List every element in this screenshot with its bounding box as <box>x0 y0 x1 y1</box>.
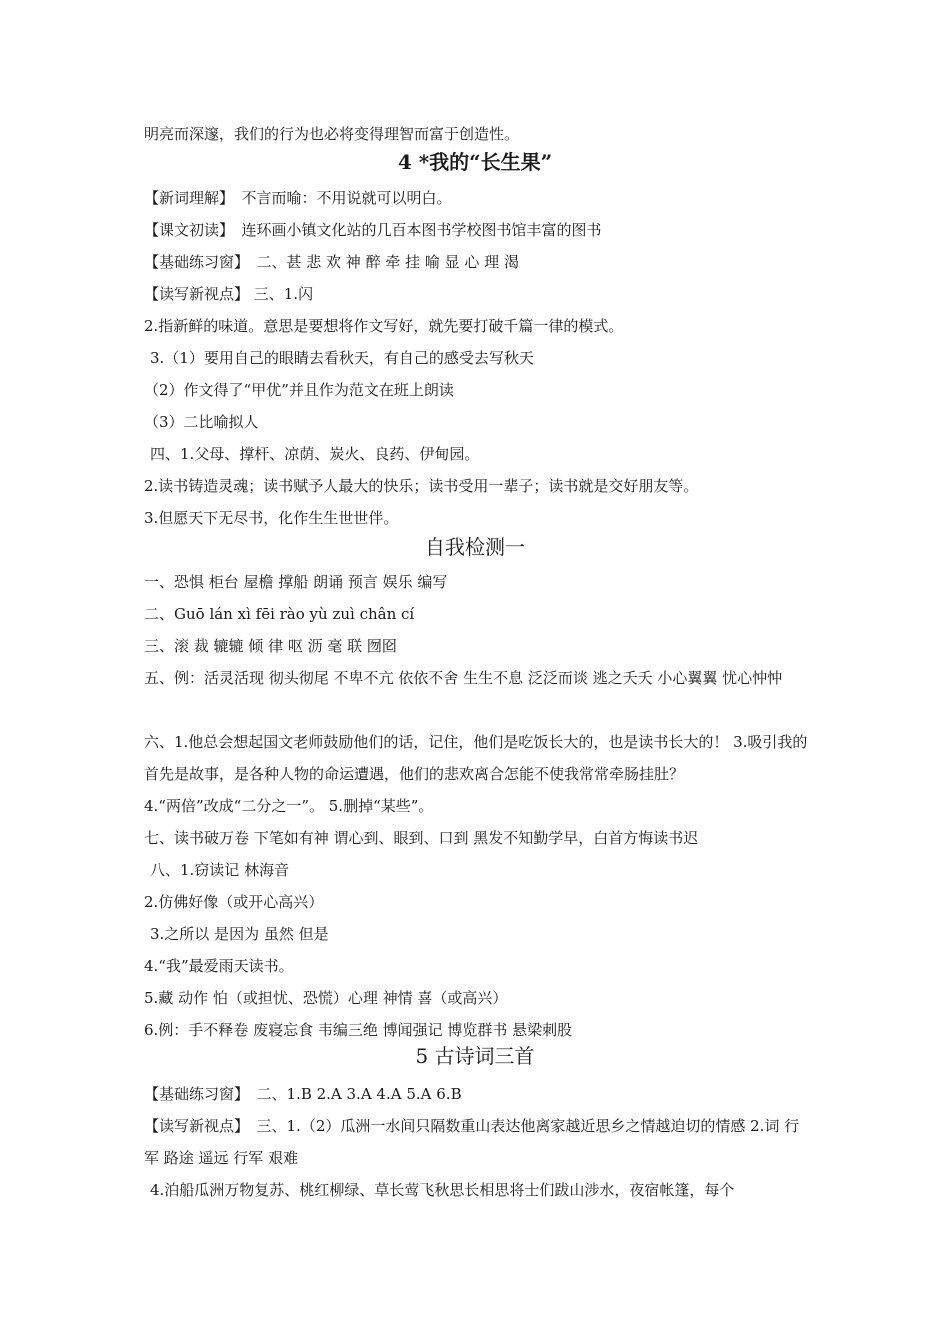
text-line: 4.“两倍”改成“二分之一”。 5.删掉“某些”。 <box>144 797 434 815</box>
text-line: 3.（1）要用自己的眼睛去看秋天，有自己的感受去写秋天 <box>150 349 534 367</box>
text-line: 【新词理解】 不言而喻：不用说就可以明白。 <box>144 189 452 207</box>
text-line: 2.读书铸造灵魂；读书赋予人最大的快乐；读书受用一辈子；读书就是交好朋友等。 <box>144 477 699 495</box>
text-line: 一、恐惧 柜台 屋檐 撑船 朗诵 预言 娱乐 编写 <box>144 573 448 591</box>
text-line: 【课文初读】 连环画小镇文化站的几百本图书学校图书馆丰富的图书 <box>144 221 602 239</box>
text-line: 4.“我”最爱雨天读书。 <box>144 957 294 975</box>
text-line: 四、1.父母、撑杆、凉荫、炭火、良药、伊甸园。 <box>150 445 480 463</box>
text-line: 5.藏 动作 怕（或担忧、恐慌）心理 神情 喜（或高兴） <box>144 989 508 1007</box>
text-line: 三、滚 裁 辘辘 倾 律 呕 沥 毫 联 囫囵 <box>144 637 397 655</box>
section-title: 5 古诗词三首 <box>415 1044 535 1068</box>
section-title: 自我检测一 <box>425 535 525 559</box>
text-line: 4.泊船瓜洲万物复苏、桃红柳绿、草长莺飞秋思长相思将士们跋山涉水，夜宿帐篷，每个 <box>150 1181 735 1199</box>
text-line: 七、读书破万卷 下笔如有神 谓心到、眼到、口到 黑发不知勤学早，白首方悔读书迟 <box>144 829 699 847</box>
section-title: 4 *我的“长生果” <box>397 150 553 174</box>
text-line: 6.例：手不释卷 废寝忘食 韦编三绝 博闻强记 博览群书 悬梁刺股 <box>144 1021 573 1039</box>
text-paragraph: 【读写新视点】 三、1.（2）瓜洲一水间只隔数重山表达他离家越近思乡之情越迫切的情感 2.词 行军 路途 遥远 行军 艰难 <box>144 1117 800 1167</box>
text-paragraph: 五、例：活灵活现 彻头彻尾 不卑不亢 依依不舍 生生不息 泛泛而谈 逃之夭夭 小心翼翼 忧心忡忡 <box>144 669 783 687</box>
text-line: 【基础练习窗】 二、甚 悲 欢 神 醉 牵 挂 喻 显 心 理 渴 <box>144 253 519 271</box>
text-line: 【读写新视点】 三、1.闪 <box>144 285 314 303</box>
text-line: 2.指新鲜的味道。意思是要想将作文写好，就先要打破千篇一律的模式。 <box>144 317 624 335</box>
pinyin-line: 二、Guō lán xì fēi rào yù zuì chân cí <box>144 605 415 623</box>
text-line: 2.仿佛好像（或开心高兴） <box>144 893 324 911</box>
text-line: （3）二比喻拟人 <box>144 413 259 431</box>
text-line: 【基础练习窗】 二、1.B 2.A 3.A 4.A 5.A 6.B <box>144 1085 462 1103</box>
text-paragraph: 六、1.他总会想起国文老师鼓励他们的话，记住，他们是吃饭长大的，也是读书长大的！ 3.吸引我的首先是故事，是各种人物的命运遭遇，他们的悲欢离合怎能不使我常常牵肠挂肚？ <box>144 733 808 783</box>
text-line: 明亮而深邃，我们的行为也必将变得理智而富于创造性。 <box>144 125 520 143</box>
text-line: （2）作文得了“甲优”并且作为范文在班上朗读 <box>144 381 454 399</box>
text-line: 3.之所以 是因为 虽然 但是 <box>150 925 329 943</box>
text-line: 3.但愿天下无尽书，化作生生世世伴。 <box>144 509 399 527</box>
text-line: 八、1.窃读记 林海音 <box>150 861 290 879</box>
